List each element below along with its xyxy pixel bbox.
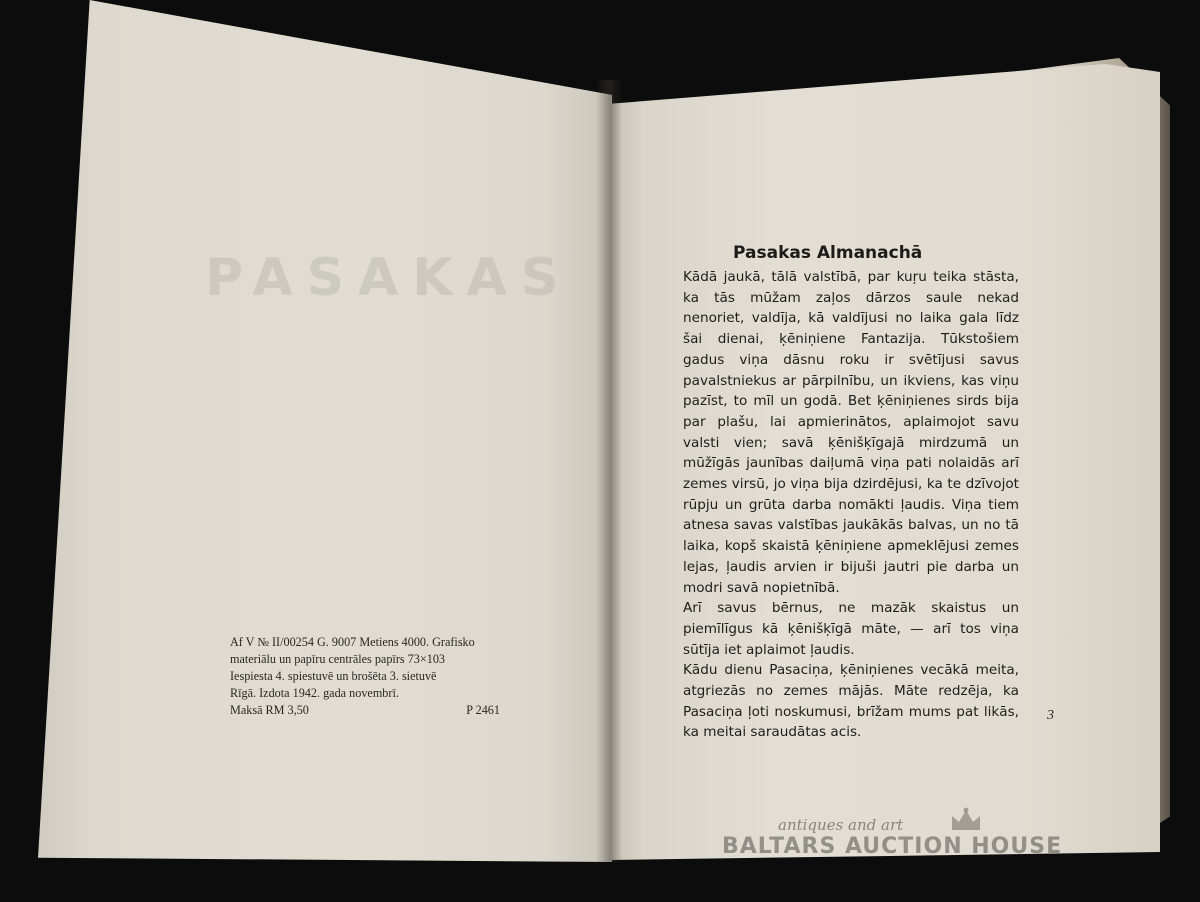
imprint-block <box>230 634 500 719</box>
watermark-brand: BALTARS AUCTION HOUSE <box>722 834 1063 859</box>
paragraph: Arī savus bērnus, ne mazāk skaistus un piemīlīgus kā ķēnišķīgā māte, — arī tos viņa sūtīja iet aplaimot ļaudis. <box>683 600 1019 658</box>
imprint-line: Rīgā. Izdota 1942. gada novembrī. <box>230 686 399 700</box>
page-number: 3 <box>1047 708 1054 723</box>
imprint-line: Af V № II/00254 G. 9007 Metiens 4000. Grafisko <box>230 635 475 649</box>
show-through-text: PASAKAS <box>205 248 573 308</box>
watermark-tagline: antiques and art <box>778 816 904 834</box>
left-page <box>38 0 612 862</box>
imprint-price-row <box>230 702 500 719</box>
story-title: Pasakas Almanachā <box>733 243 923 263</box>
paragraph: Kādā jaukā, tālā valstībā, par kuŗu teika stāsta, ka tās mūžam zaļos dārzos saule nekad nenoriet, valdīja, kā valdījusi no laika gala līdz šai dienai, ķēniņiene Fantazija. Tūkstošiem gadus viņa dāsnu roku ir svētījusi savus pavalstniekus ar pārpilnību, un ikviens, kas viņu pazīst, to mīl un godā. Bet ķēniņienes sirds bija par plašu, lai apmierinātos, aplaimojot savu valsti vien; savā ķēnišķīgajā mirdzumā un mūžīgās jaunības daiļumā viņa pati nolaidās arī zemes virsū, jo viņa bija dzirdējusi, ka te dzīvojot rūpju un grūta darba nomākti ļaudis. Viņa tiem atnesa savas valstības jaukākās balvas, un no tā laika, kopš skaistā ķēniņiene apmeklējusi zemes lejas, ļaudis arvien ir bijuši jautri pie darba un modri savā nopietnībā. <box>683 269 1019 596</box>
story-text <box>683 267 1019 743</box>
book-gutter <box>596 80 622 862</box>
imprint-line: materiālu un papīru centrāles papīrs 73×103 <box>230 652 446 666</box>
crown-icon <box>949 806 983 832</box>
imprint-price: Maksā RM 3,50 <box>230 703 309 717</box>
imprint-code: P 2461 <box>466 703 500 717</box>
paragraph: Kādu dienu Pasaciņa, ķēniņienes vecākā meita, atgriezās no zemes mājās. Māte redzēja, ka Pasaciņa ļoti noskumusi, brīžam mums pat likās, ka meitai saraudātas acis. <box>683 662 1019 741</box>
imprint-line: Iespiesta 4. spiestuvē un brošēta 3. sietuvē <box>230 669 437 683</box>
